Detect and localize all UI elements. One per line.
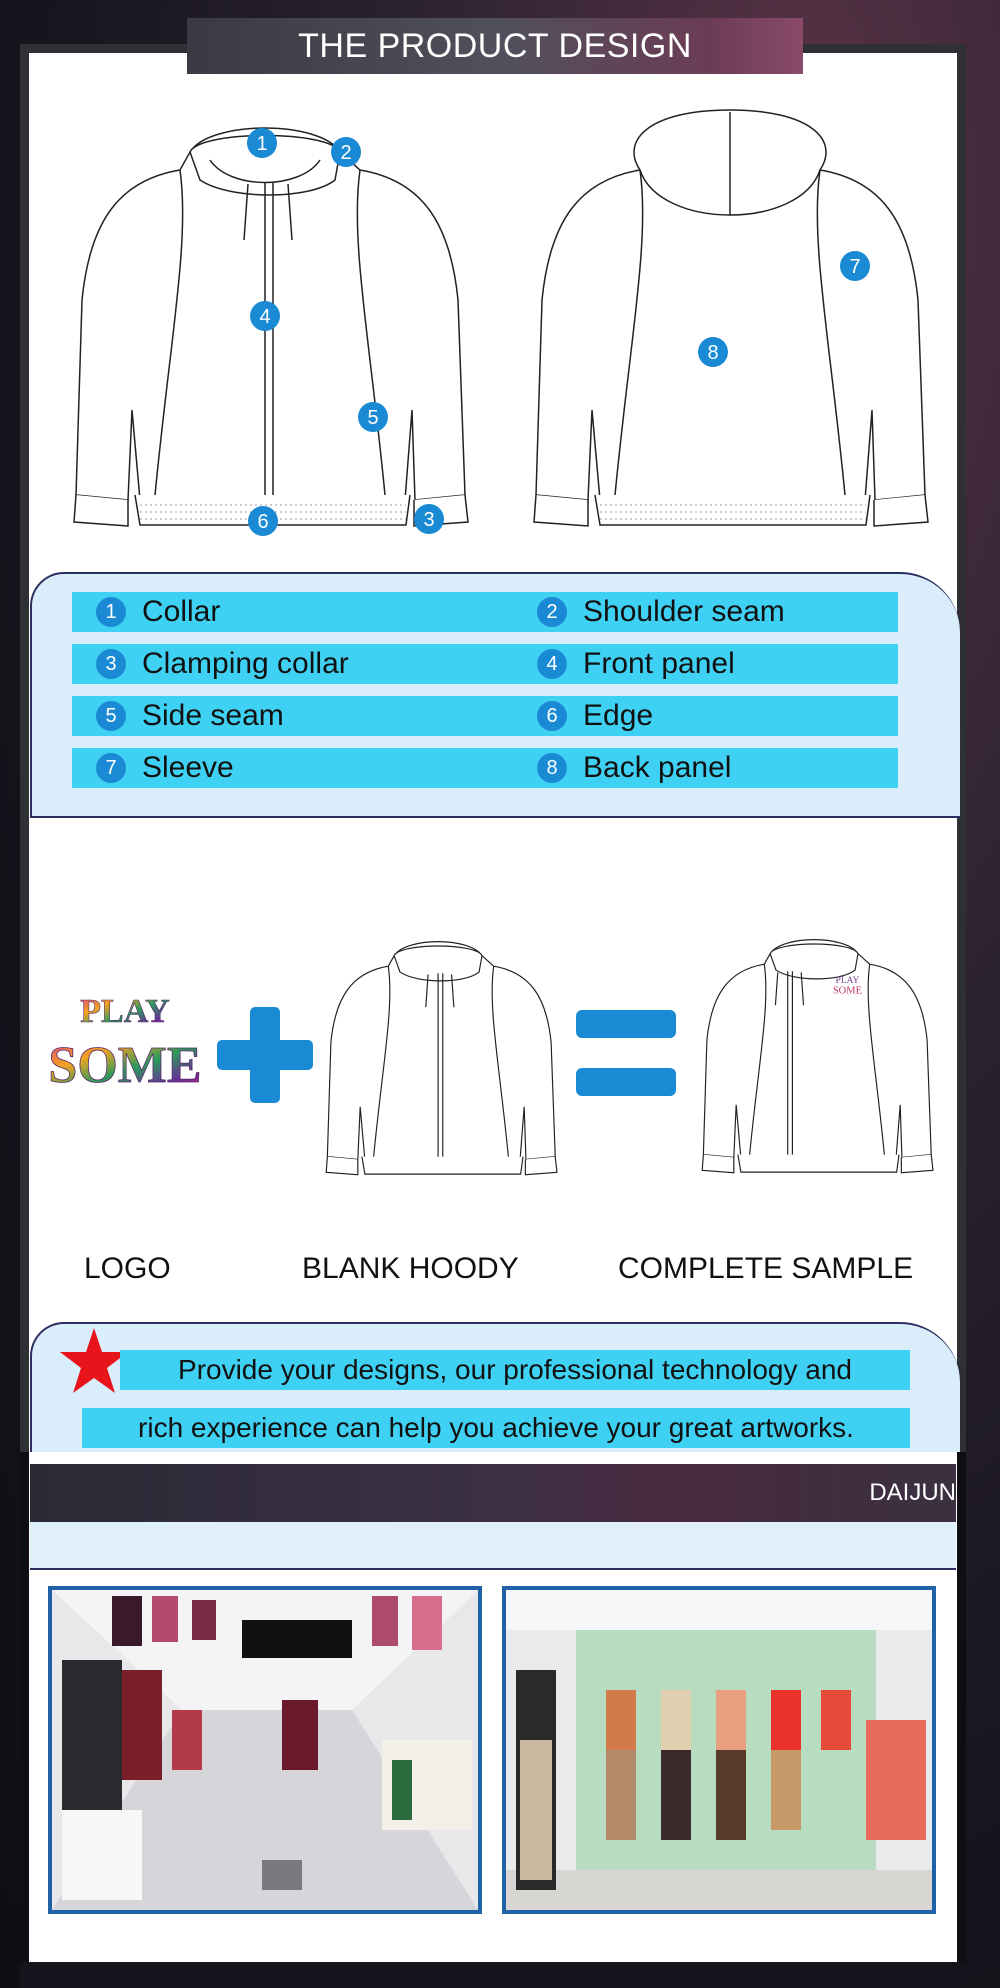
svg-text:SOME: SOME	[48, 1037, 202, 1094]
legend-label: Sleeve	[142, 751, 234, 784]
legend-number: 4	[537, 649, 567, 679]
blank-hoody-sketch	[318, 922, 564, 1192]
legend-number: 8	[537, 753, 567, 783]
legend-number: 1	[96, 597, 126, 627]
svg-text:SOME: SOME	[832, 985, 863, 997]
marker-8	[698, 337, 728, 367]
svg-text:PLAY: PLAY	[80, 993, 170, 1030]
step-label-blank-hoody: BLANK HOODY	[302, 1252, 519, 1285]
legend-item-front-panel	[537, 644, 735, 684]
svg-text:6: 6	[257, 511, 269, 533]
bottom-bar	[20, 1962, 966, 1988]
info-line-2: rich experience can help you achieve your great artworks.	[82, 1408, 910, 1448]
svg-text:8: 8	[707, 342, 719, 364]
light-strip	[30, 1522, 956, 1570]
legend-item-sleeve	[96, 748, 234, 788]
legend-item-collar	[96, 592, 220, 632]
showroom-photo-left	[48, 1586, 482, 1914]
legend-label: Side seam	[142, 699, 284, 732]
section-divider	[30, 816, 960, 818]
step-label-logo: LOGO	[84, 1252, 171, 1285]
legend-label: Back panel	[583, 751, 732, 784]
legend-label: Edge	[583, 699, 654, 732]
legend-item-edge	[537, 696, 653, 736]
legend-number: 3	[96, 649, 126, 679]
legend-number: 7	[96, 753, 126, 783]
legend-label: Clamping collar	[142, 647, 349, 680]
plus-icon	[215, 1005, 315, 1105]
logo-artwork	[40, 990, 210, 1094]
brand-strip	[30, 1464, 956, 1522]
svg-text:4: 4	[259, 306, 271, 328]
marker-7	[840, 251, 870, 281]
legend-label: Shoulder seam	[583, 595, 785, 628]
svg-text:7: 7	[849, 256, 861, 278]
legend-number: 6	[537, 701, 567, 731]
svg-text:5: 5	[367, 407, 379, 429]
back-markers	[0, 0, 1000, 560]
legend-label: Collar	[142, 595, 221, 628]
svg-text:PLAY: PLAY	[835, 975, 860, 986]
legend-item-clamping-collar	[96, 644, 349, 684]
svg-text:1: 1	[256, 133, 268, 155]
legend-item-back-panel	[537, 748, 731, 788]
legend-item-shoulder-seam	[537, 592, 785, 632]
brand-name: DAIJUN	[869, 1479, 956, 1506]
equals-icon	[574, 1008, 678, 1098]
legend-number: 2	[537, 597, 567, 627]
page-title: THE PRODUCT DESIGN	[187, 18, 803, 74]
legend-label: Front panel	[583, 647, 735, 680]
info-line-1: Provide your designs, our professional technology and	[120, 1350, 910, 1390]
svg-text:2: 2	[340, 142, 352, 164]
step-label-complete-sample: COMPLETE SAMPLE	[618, 1252, 914, 1285]
complete-sample-sketch	[694, 918, 940, 1192]
legend-number: 5	[96, 701, 126, 731]
svg-text:3: 3	[423, 509, 435, 531]
legend-item-side-seam	[96, 696, 284, 736]
showroom-photo-right	[502, 1586, 936, 1914]
